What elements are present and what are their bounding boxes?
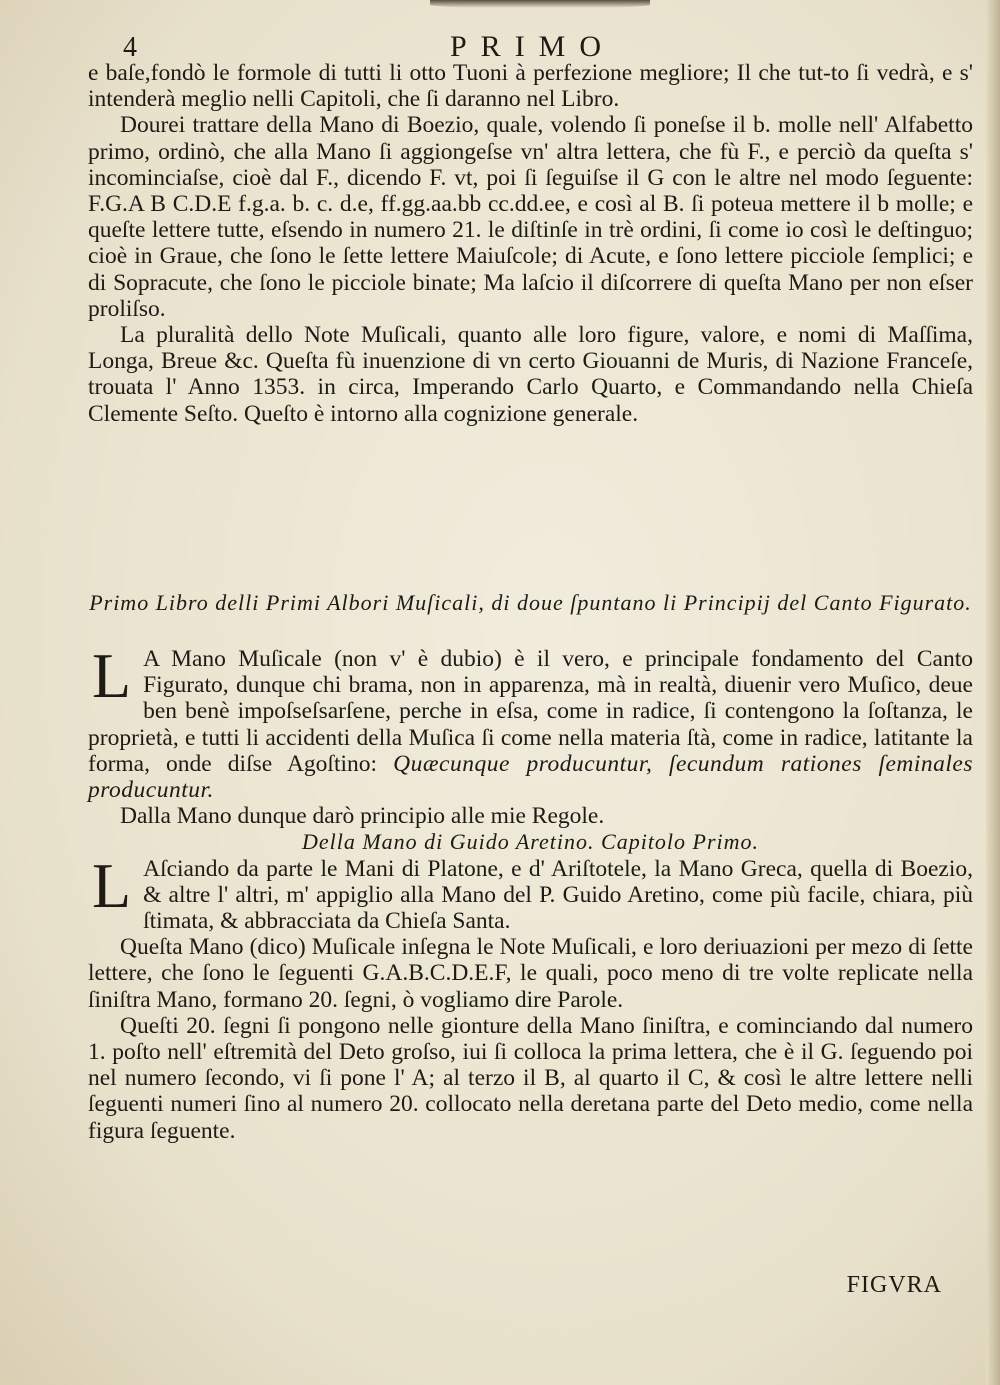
intro-paragraph-2: Dourei trattare della Mano di Boezio, quale, volendo ſi poneſse il b. molle nell' Alfabetto primo, ordinò, che alla Mano ſi aggiongeſse vn' altra lettera, che fù F., e perciò da queſta s' incominciaſse, cioè dal F., dicendo F. vt, poi ſi ſeguiſse il G con le altre nel modo ſeguente: F.G.A B C.D.E f.g.a. b. c. d.e, ff.gg.aa.bb cc.dd.ee, e così al B. ſi poteua mettere il b molle; e queſte lettere tutte, eſsendo in numero 21. le diſtinſe in trè ordini, ſi come io così le deſtinguo; cioè in Graue, che ſono le ſette lettere Maiuſcole; di Acute, e ſono lettere picciole ſemplici; e di Sopracute, che ſono le picciole binate; Ma laſcio il diſcorrere di queſta Mano per non eſser proliſso. <box>88 112 973 322</box>
section2-paragraph-2: Queſta Mano (dico) Muſicale inſegna le Note Muſicali, e loro deriuazioni per mezo di ſette lettere, che ſono le ſeguenti G.A.B.C.D.E.F, le quali, poco meno di tre volte replicate nella ſiniſtra Mano, formano 20. ſegni, ò vogliamo dire Parole. <box>88 934 973 1013</box>
intro-paragraph-1: e baſe,fondò le formole di tutti li otto Tuoni à perfezione megliore; Il che tut-to ſi vedrà, e s' intenderà meglio nelli Capitoli, che ſi daranno nel Libro. <box>88 60 973 113</box>
section2-paragraph-3: Queſti 20. ſegni ſi pongono nelle gionture della Mano ſiniſtra, e cominciando dal numero 1. poſto nell' eſtremità del Deto groſso, iui ſi colloca la prima lettera, che è il G. ſeguendo poi nel numero ſecondo, vi ſi pone l' A; al terzo il B, al quarto il C, & così le altre lettere nelli ſeguenti numeri ſino al numero 20. collocato nella deretana parte del Deto medio, come nella figura ſeguente. <box>88 1012 973 1144</box>
section1-paragraph-2: Dalla Mano dunque darò principio alle mie Regole. <box>120 803 605 830</box>
main-text <box>88 640 974 1144</box>
running-title: PRIMO <box>450 30 616 63</box>
augustine-quote: Quæcunque producuntur, ſecundum rationes ſeminales producuntur. <box>88 750 974 804</box>
section2-paragraph-1 <box>88 849 973 935</box>
intro-paragraph-3: La pluralità dello Note Muſicali, quanto alle loro figure, valore, e nomi di Maſſima, Longa, Breue &c. Queſta fù inuenzione di vn certo Giouanni de Muris, di Nazione Franceſe, trouata l' Anno 1353. in circa, Imperando Carlo Quarto, e Commandando nella Chieſa Clemente Seſto. Queſto è intorno alla cognizione generale. <box>88 322 973 427</box>
dropcap-letter-2: L <box>92 849 132 921</box>
page-edge-shadow <box>430 0 650 8</box>
catchword: FIGVRA <box>846 1272 942 1298</box>
section1-text: A Mano Muſicale (non v' è dubio) è il vero, e principale fondamento del Canto Figurato, dunque chi brama, non in apparenza, mà in realtà, diuenir vero Muſico, deue ben benè impoſseſsarſene, perche in eſsa, come in radice, ſi contengono la ſoſtanza, le proprietà, e tutti li accidenti della Muſica ſi come nella materia ſtà, come in radice, latitante la forma, onde diſse Agoſtino: <box>88 646 973 777</box>
book-heading: Primo Libro delli Primi Albori Muſicali, di doue ſpuntano li Principij del Canto Figurato. <box>89 590 972 615</box>
page-number: 4 <box>123 32 137 63</box>
page-gutter <box>986 0 1000 1385</box>
chapter-heading: Della Mano di Guido Aretino. Capitolo Primo. <box>301 829 760 855</box>
section2-text: Aſciando da parte le Mani di Platone, e d' Ariſtotele, la Mano Greca, quella di Boezio, & altre l' altri, m' appiglio alla Mano del P. Guido Aretino, come più facile, chiara, più ſtimata, & abbracciata da Chieſa Santa. <box>143 855 973 935</box>
section1-paragraph-1 <box>88 640 974 804</box>
dropcap-letter: L <box>92 640 132 711</box>
intro-text <box>88 60 973 427</box>
